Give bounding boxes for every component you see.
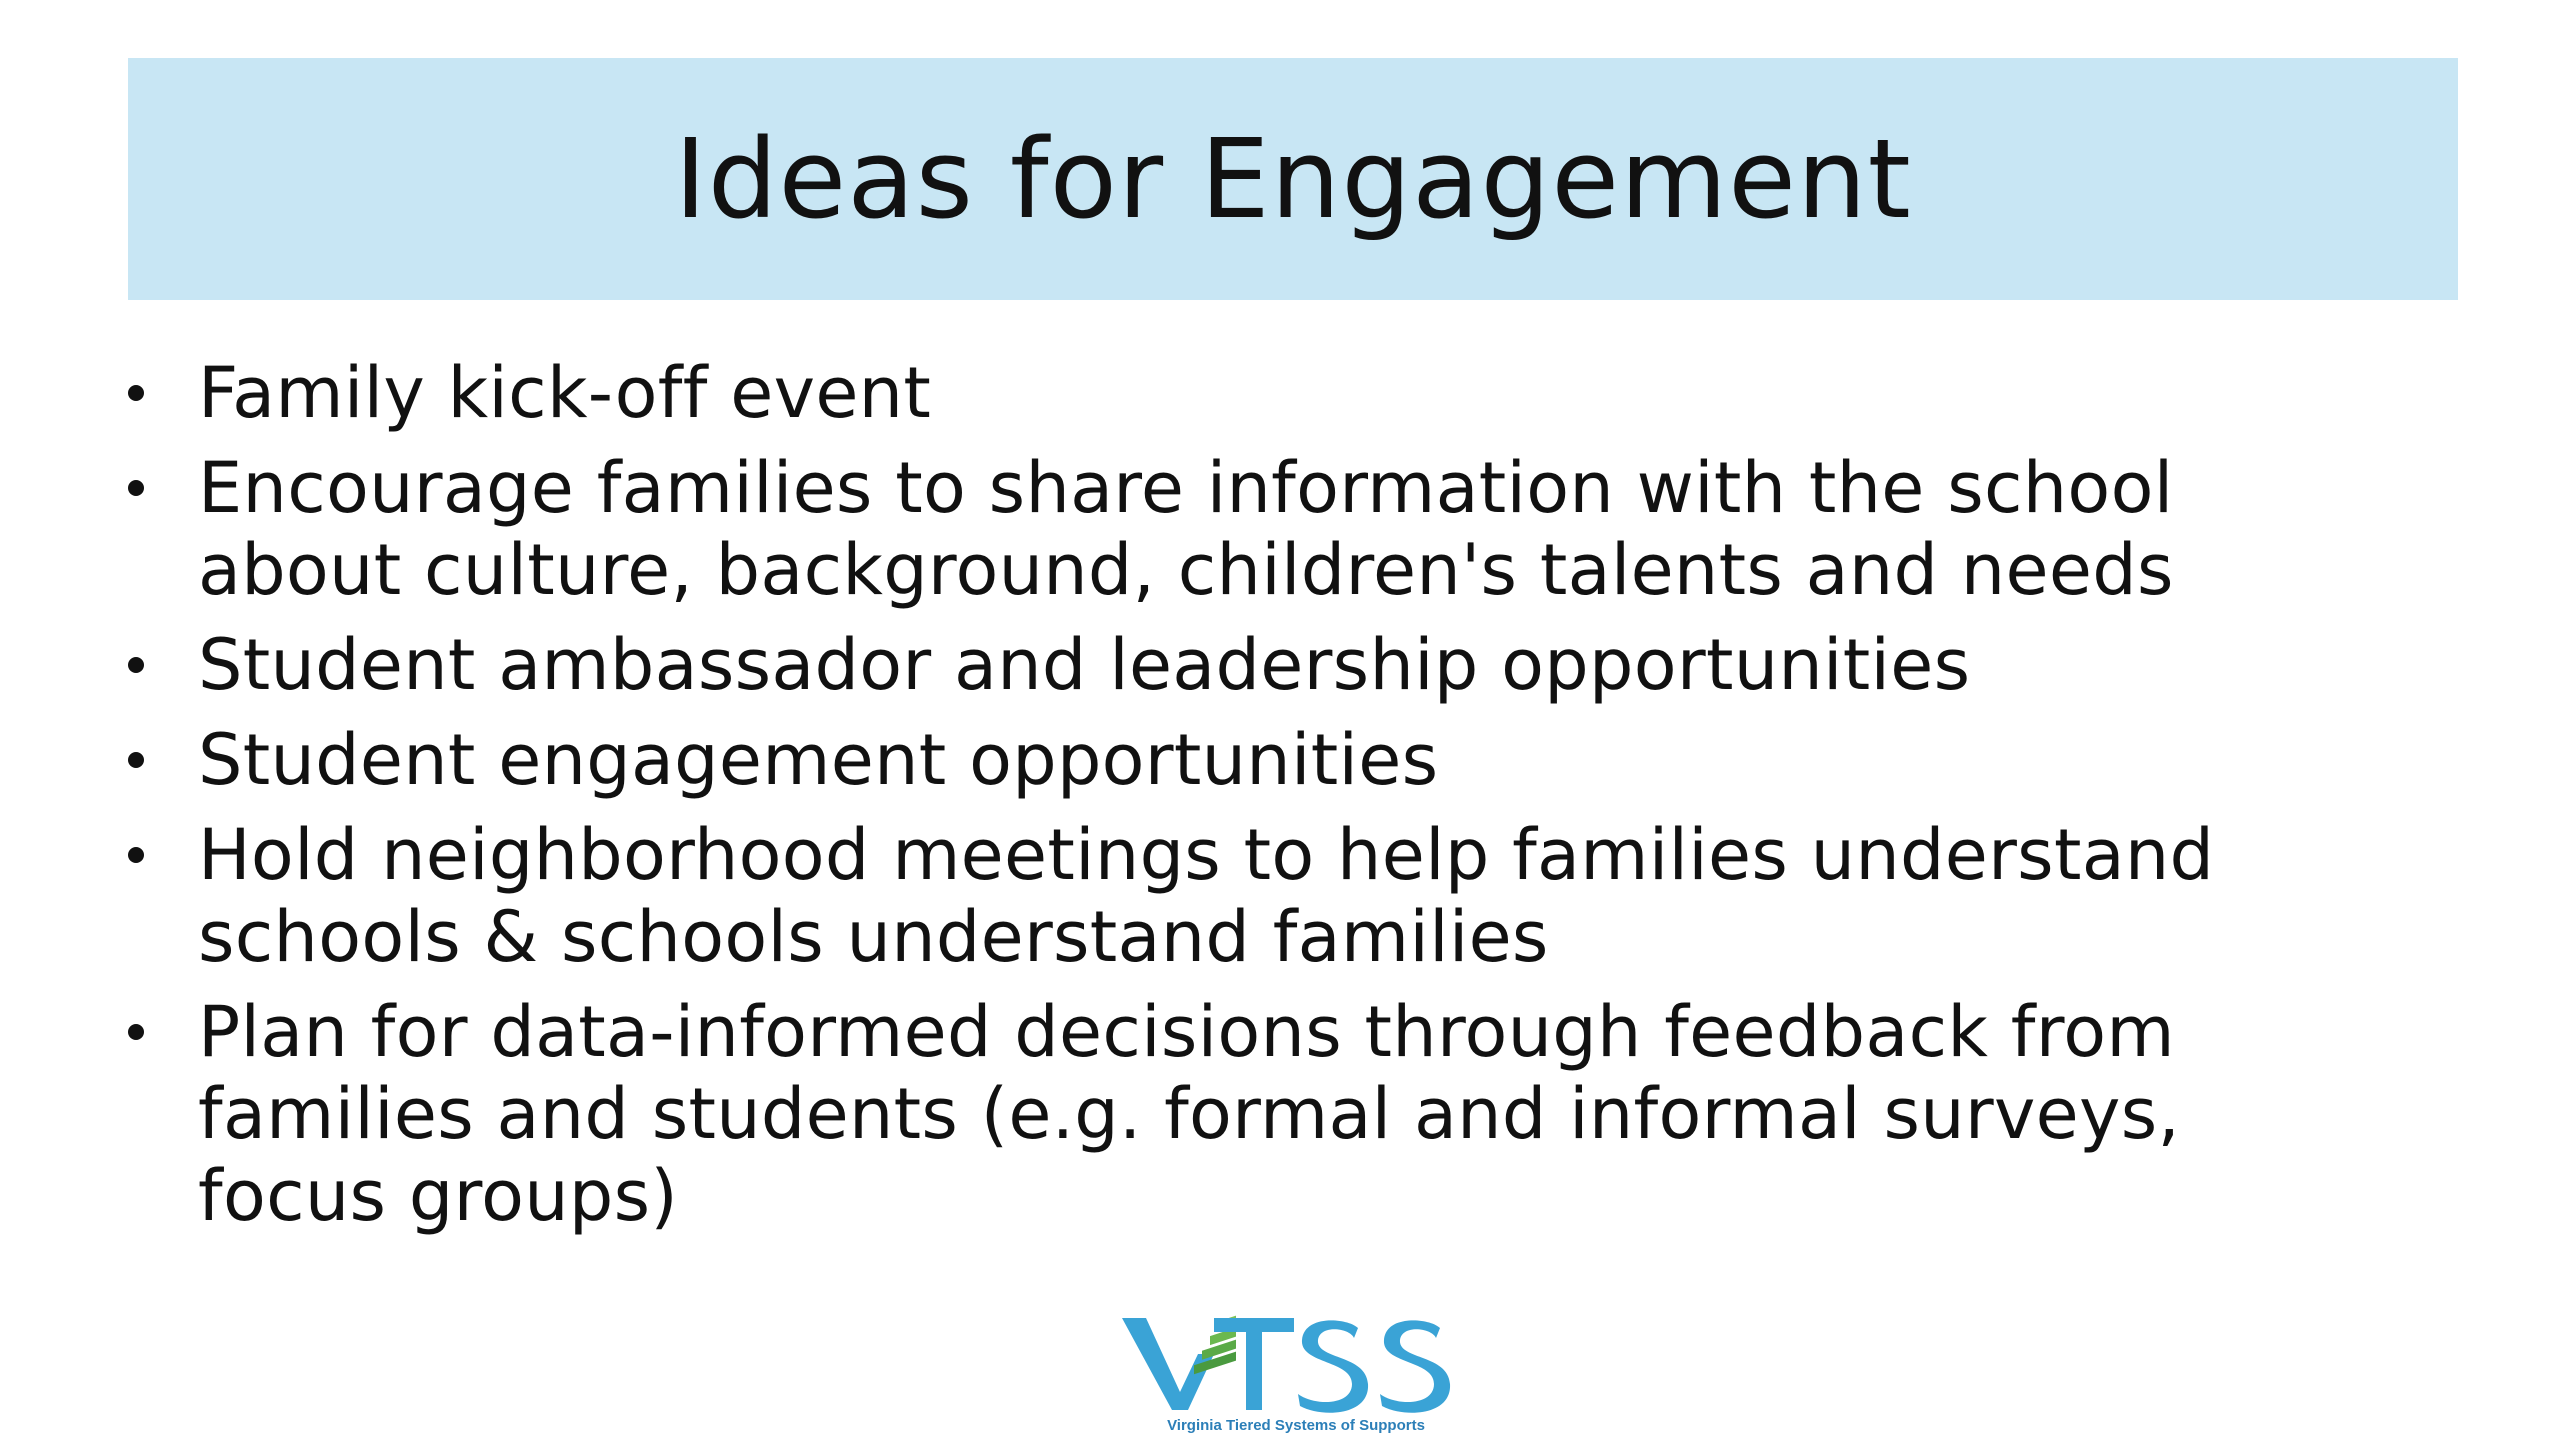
logo-t-shape xyxy=(1214,1318,1294,1410)
bullet-icon xyxy=(128,385,144,401)
bullet-text: Family kick-off event xyxy=(198,352,932,434)
logo-tagline: Virginia Tiered Systems of Supports xyxy=(1167,1417,1425,1434)
title-banner xyxy=(128,58,2458,300)
bullet-item xyxy=(118,814,2478,978)
bullet-icon xyxy=(128,657,144,673)
bullet-icon xyxy=(128,752,144,768)
bullet-text: Student ambassador and leadership opportunities xyxy=(198,624,1971,706)
bullet-item xyxy=(118,447,2478,611)
bullet-text: Hold neighborhood meetings to help families understand schools & schools understand families xyxy=(198,814,2215,978)
bullet-item xyxy=(118,624,2478,706)
bullet-icon xyxy=(128,1024,144,1040)
bullet-icon xyxy=(128,847,144,863)
vtss-logo xyxy=(1118,1306,1474,1436)
bullet-item xyxy=(118,991,2478,1237)
logo-s2-shape xyxy=(1380,1320,1450,1412)
bullet-item xyxy=(118,719,2478,801)
logo-s1-shape xyxy=(1298,1320,1368,1412)
bullet-item xyxy=(118,352,2478,434)
bullet-list xyxy=(118,352,2478,1250)
bullet-icon xyxy=(128,480,144,496)
bullet-text: Encourage families to share information with the school about culture, background, children's talents and needs xyxy=(198,447,2174,611)
bullet-text: Plan for data-informed decisions through feedback from families and students (e.g. formal and informal surveys, focus groups) xyxy=(198,991,2181,1237)
slide-title: Ideas for Engagement xyxy=(674,115,1912,243)
bullet-text: Student engagement opportunities xyxy=(198,719,1439,801)
